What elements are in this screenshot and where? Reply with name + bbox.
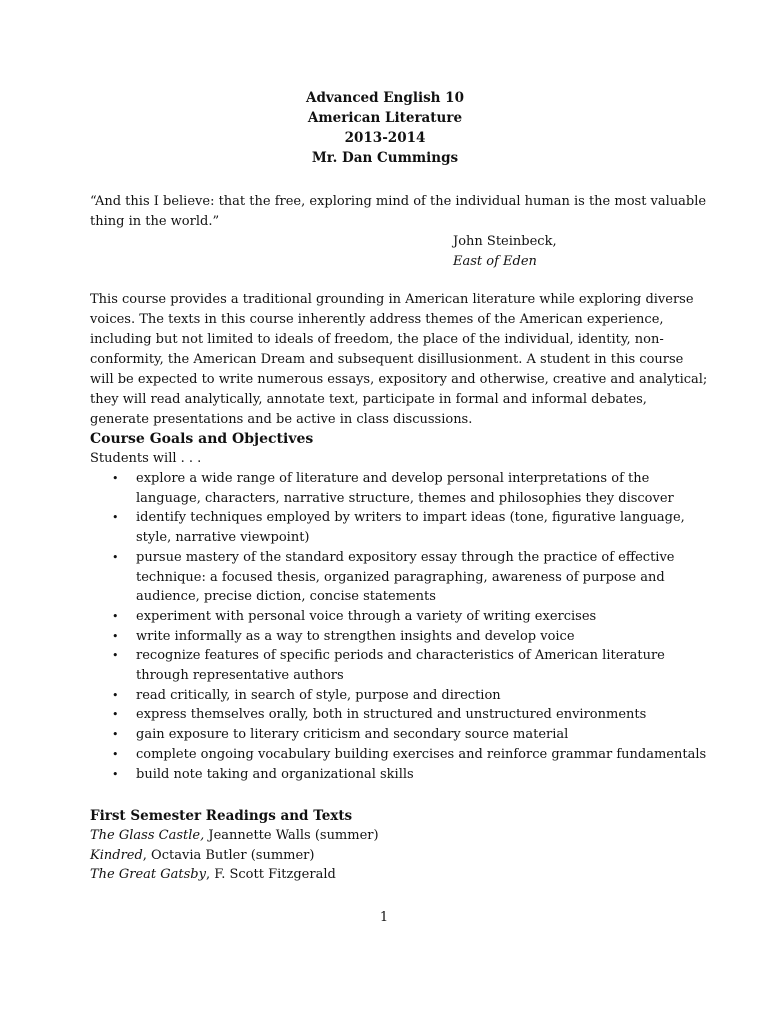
list-item bbox=[90, 548, 710, 607]
list-item bbox=[90, 765, 710, 785]
list-item bbox=[90, 745, 710, 765]
readings-list bbox=[90, 826, 379, 885]
readings-heading: First Semester Readings and Texts bbox=[90, 808, 353, 824]
epigraph-quote: “And this I believe: that the free, exploring mind of the individual human is the most valuable thing in the world.” bbox=[90, 194, 707, 229]
bullet-icon: • bbox=[112, 747, 119, 761]
reading-author: Jeannette Walls (summer) bbox=[204, 828, 379, 843]
list-item bbox=[90, 725, 710, 745]
page-number: 1 bbox=[379, 910, 389, 925]
list-item-text: gain exposure to literary criticism and secondary source material bbox=[136, 727, 569, 743]
list-item-text: explore a wide range of literature and develop personal interpretations of the language, characters, narrative structure, themes and philosophies they discover bbox=[136, 471, 674, 506]
list-item bbox=[90, 508, 710, 547]
course-description: This course provides a traditional grounding in American literature while exploring diverse voices. The texts in this course inherently address themes of the American experience, including but not limited to ideals of freedom, the place of the individual, identity, non-conformity, the American Dream and subsequent disillusionment. A student in this course will be expected to write numerous essays, expository and otherwise, creative and analytical; they will read analytically, annotate text, participate in formal and informal debates, generate presentations and be active in class discussions. bbox=[90, 292, 708, 427]
list-item bbox=[90, 686, 710, 706]
bullet-icon: • bbox=[112, 767, 119, 781]
course-subject: American Literature bbox=[307, 110, 463, 126]
list-item-text: recognize features of specific periods and characteristics of American literature through representative authors bbox=[136, 648, 665, 684]
list-item bbox=[90, 607, 710, 627]
reading-title: The Glass Castle, bbox=[90, 828, 205, 843]
bullet-icon: • bbox=[112, 728, 119, 742]
list-item bbox=[90, 627, 710, 647]
list-item-text: build note taking and organizational skills bbox=[136, 766, 414, 782]
goals-lead: Students will . . . bbox=[90, 451, 202, 466]
list-item bbox=[90, 705, 710, 725]
reading-author: , Octavia Butler (summer) bbox=[142, 847, 315, 863]
goals-list bbox=[90, 469, 710, 784]
course-header bbox=[280, 88, 490, 168]
bullet-icon: • bbox=[112, 550, 119, 564]
reading-item bbox=[90, 865, 379, 885]
list-item-text: pursue mastery of the standard expository essay through the practice of effective technique: a focused thesis, organized paragraphing, awareness of purpose and audience, precise diction, concise statements bbox=[136, 549, 675, 605]
list-item-text: complete ongoing vocabulary building exercises and reinforce grammar fundamentals bbox=[136, 746, 707, 762]
bullet-icon: • bbox=[112, 472, 119, 485]
reading-title: Kindred bbox=[90, 847, 143, 863]
list-item-text: identify techniques employed by writers to impart ideas (tone, figurative language, style, narrative viewpoint) bbox=[136, 510, 685, 546]
quote-author: John Steinbeck, bbox=[453, 234, 557, 249]
bullet-icon: • bbox=[112, 511, 119, 525]
list-item bbox=[90, 646, 710, 685]
bullet-icon: • bbox=[112, 649, 119, 663]
reading-title: The Great Gatsby bbox=[90, 867, 206, 883]
goals-heading: Course Goals and Objectives bbox=[90, 431, 314, 447]
list-item-text: express themselves orally, both in structured and unstructured environments bbox=[136, 707, 647, 723]
list-item-text: read critically, in search of style, purpose and direction bbox=[136, 687, 501, 703]
bullet-icon: • bbox=[112, 708, 119, 722]
quote-work: East of Eden bbox=[453, 254, 537, 269]
epigraph-attribution bbox=[453, 232, 557, 272]
list-item-text: experiment with personal voice through a variety of writing exercises bbox=[136, 608, 597, 624]
school-year: 2013-2014 bbox=[344, 130, 426, 146]
course-title: Advanced English 10 bbox=[306, 90, 464, 106]
reading-author: , F. Scott Fitzgerald bbox=[205, 867, 336, 883]
bullet-icon: • bbox=[112, 609, 119, 623]
bullet-icon: • bbox=[112, 629, 119, 643]
teacher-name: Mr. Dan Cummings bbox=[311, 150, 459, 166]
reading-item bbox=[90, 846, 379, 866]
list-item-text: write informally as a way to strengthen insights and develop voice bbox=[136, 628, 575, 644]
reading-item bbox=[90, 826, 379, 846]
bullet-icon: • bbox=[112, 688, 119, 702]
list-item bbox=[90, 469, 710, 508]
